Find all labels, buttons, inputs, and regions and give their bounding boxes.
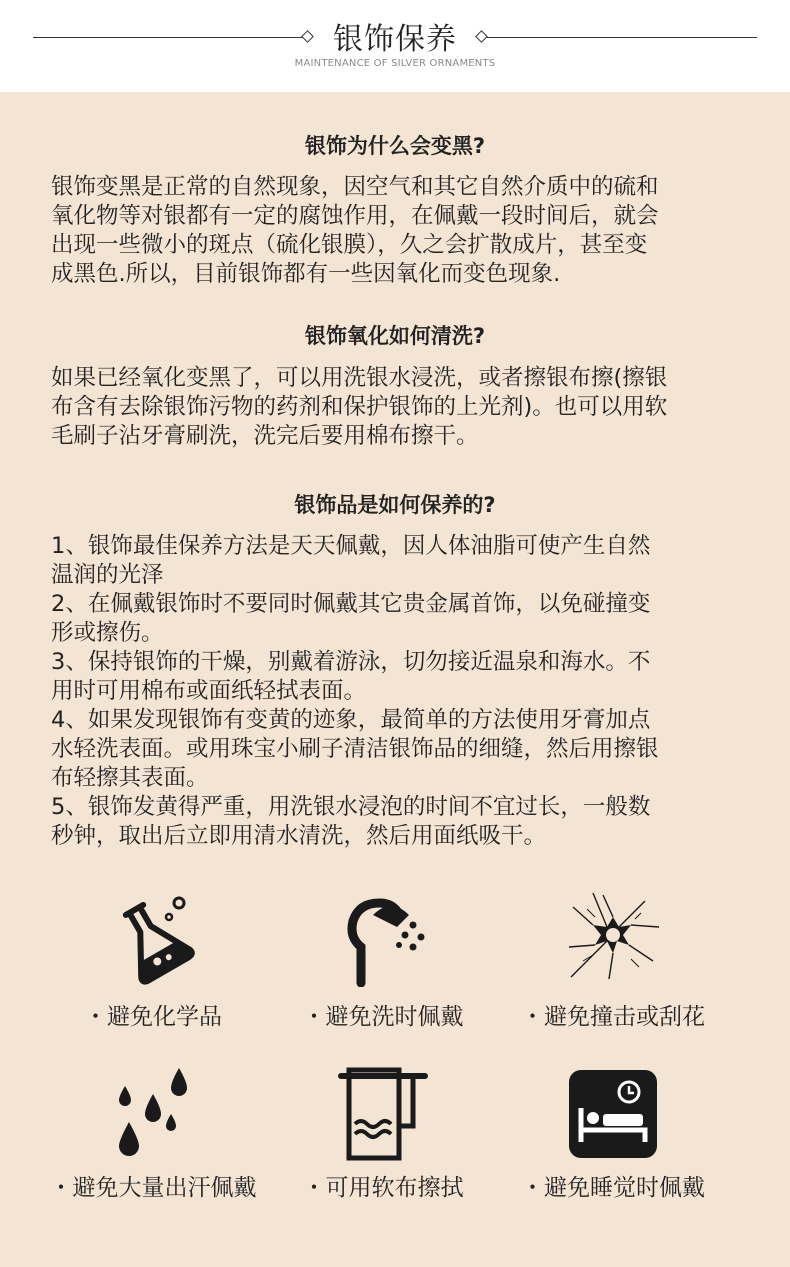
cracked-glass-icon [563,887,663,987]
paragraph-line: 温润的光泽 [51,562,164,588]
paragraph-line: 5、银饰发黄得严重，用洗银水浸泡的时间不宜过长，一般数 [51,794,651,820]
paragraph-line: 3、保持银饰的干燥，别戴着游泳，切勿接近温泉和海水。不 [51,649,651,675]
section-title-how-clean: 银饰氧化如何清洗? [304,324,486,348]
section-body-how-clean [51,364,751,451]
sleep-bed-icon [563,1064,663,1164]
tip-chemicals [33,887,273,987]
paragraph-line: 形或擦伤。 [51,620,164,646]
section-body-why-black [51,173,751,289]
tip-impact [493,887,733,987]
paragraph-line: 用时可用棉布或面纸轻拭表面。 [51,678,367,704]
chemical-flask-icon [103,887,203,987]
section-title-why-black: 银饰为什么会变黑? [304,134,486,158]
paragraph-line: 成黑色.所以，目前银饰都有一些因氧化而变色现象. [51,261,561,287]
paragraph-line: 氧化物等对银都有一定的腐蚀作用，在佩戴一段时间后，就会 [51,203,659,229]
paragraph-line: 秒钟，取出后立即用清水清洗，然后用面纸吸干。 [51,823,547,849]
tip-label-washing: ・避免洗时佩戴 [302,1004,464,1030]
section-title-how-maintain: 银饰品是如何保养的? [294,493,496,517]
paragraph-line: 布轻擦其表面。 [51,765,209,791]
page-title: 银饰保养 [333,22,457,57]
main-content [0,92,790,1267]
sweat-drops-icon [103,1064,203,1164]
page-header [0,0,790,92]
page-subtitle: MAINTENANCE OF SILVER ORNAMENTS [294,58,496,69]
paragraph-line: 2、在佩戴银饰时不要同时佩戴其它贵金属首饰，以免碰撞变 [51,591,651,617]
tip-sweat [33,1064,273,1164]
shower-icon [333,887,433,987]
header-rule-right [487,37,757,38]
paragraph-line: 出现一些微小的斑点（硫化银膜），久之会扩散成片，甚至变 [51,232,648,258]
towel-icon [333,1064,433,1164]
tip-sleep [493,1064,733,1164]
tip-label-soft-cloth: ・可用软布擦拭 [302,1175,464,1201]
paragraph-line: 1、银饰最佳保养方法是天天佩戴，因人体油脂可使产生自然 [51,533,651,559]
tip-washing [263,887,503,987]
tip-soft-cloth [263,1064,503,1164]
paragraph-line: 如果已经氧化变黑了，可以用洗银水浸洗，或者擦银布擦(擦银 [51,365,668,391]
tip-label-sleep: ・避免睡觉时佩戴 [521,1175,705,1201]
tip-label-sweat: ・避免大量出汗佩戴 [49,1175,257,1201]
paragraph-line: 毛刷子沾牙膏刷洗，洗完后要用棉布擦干。 [51,423,479,449]
paragraph-line: 布含有去除银饰污物的药剂和保护银饰的上光剂)。也可以用软 [51,394,668,420]
paragraph-line: 4、如果发现银饰有变黄的迹象，最简单的方法使用牙膏加点 [51,707,651,733]
paragraph-line: 水轻洗表面。或用珠宝小刷子清洁银饰品的细缝，然后用擦银 [51,736,659,762]
section-body-how-maintain [51,532,751,851]
tip-label-chemicals: ・避免化学品 [84,1004,222,1030]
paragraph-line: 银饰变黑是正常的自然现象，因空气和其它自然介质中的硫和 [51,174,659,200]
tip-label-impact: ・避免撞击或刮花 [521,1004,705,1030]
